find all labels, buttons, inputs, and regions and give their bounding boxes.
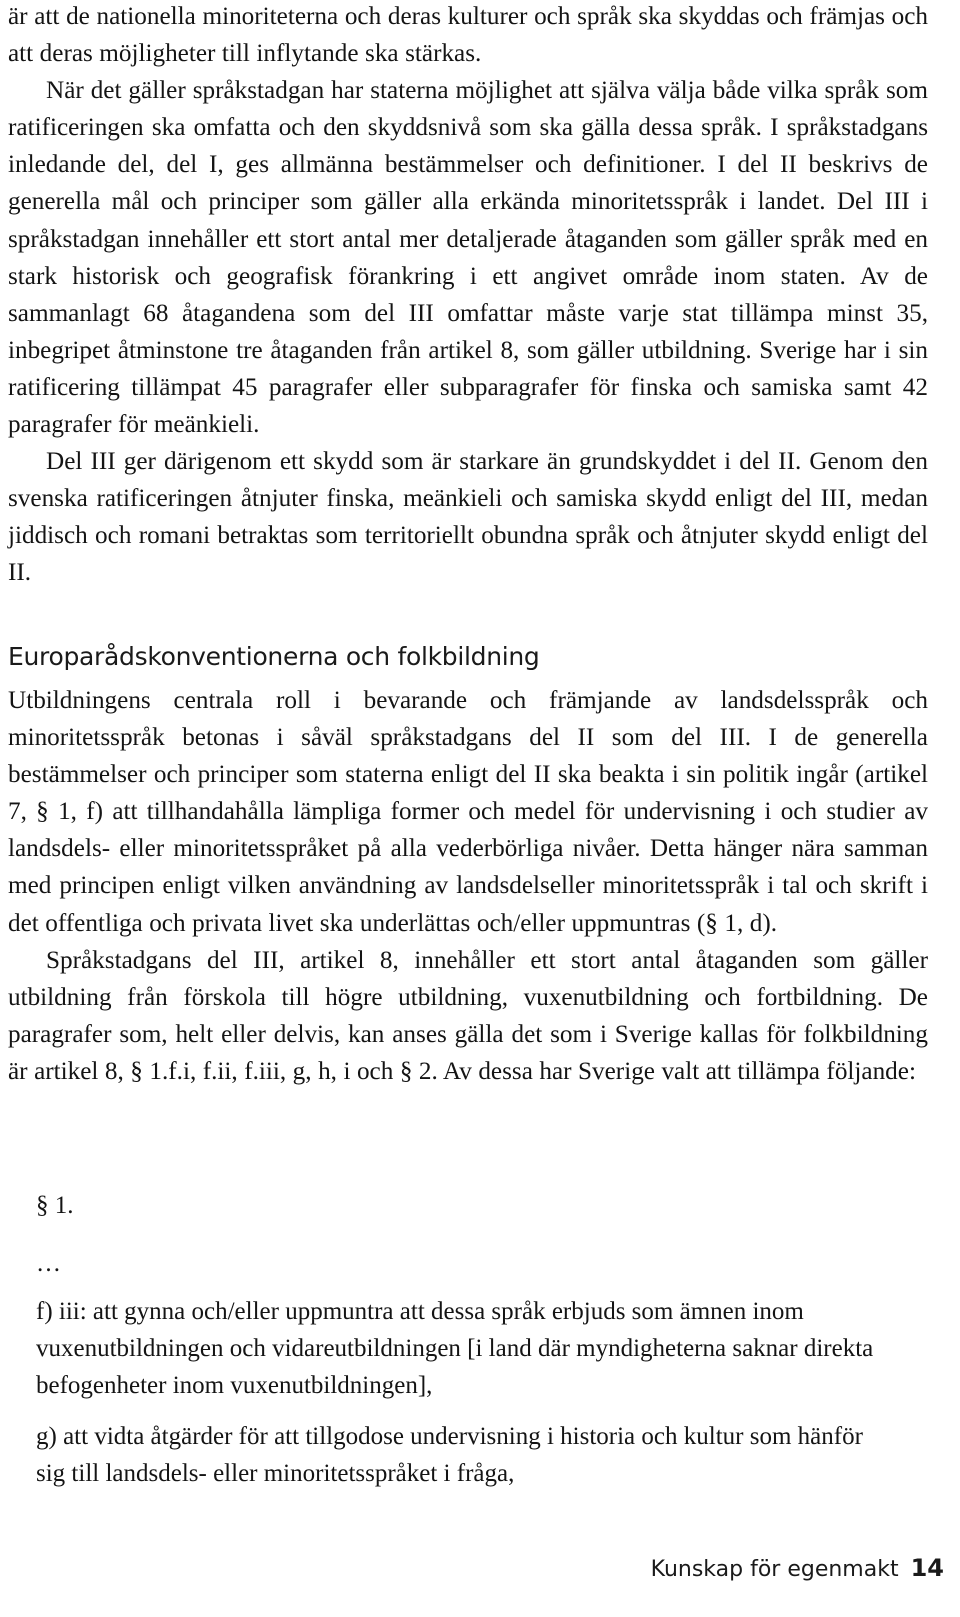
- paragraph-3: Del III ger därigenom ett skydd som är starkare än grundskyddet i del II. Genom den svenska ratificeringen åtnjuter finska, meänkieli och samiska skydd enligt del III, medan jiddisch och romani betraktas som territoriellt obundna språk och åtnjuter skydd enligt del II.: [8, 448, 928, 587]
- paragraph-1: är att de nationella minoriteterna och deras kulturer och språk ska skyddas och främjas och att deras möjligheter till inflytande ska stärkas.: [8, 3, 928, 68]
- quote-item-f: f) iii: att gynna och/eller uppmuntra att dessa språk erbjuds som ämnen inom vuxenutbildningen och vidareutbildningen [i land där myndigheterna saknar direkta befogenheter inom vuxenutbildningen],: [36, 1298, 874, 1399]
- section-heading: Europarådskonventionerna och folkbildning: [8, 642, 540, 671]
- section-paragraph-1: Utbildningens centrala roll i bevarande och främjande av landsdelsspråk och minoritetsspråk betonas i såväl språkstadgans del II som del III. I de generella bestämmelser och principer som staterna enligt del II ska beakta i sin politik ingår (artikel 7, § 1, f) att tillhandahålla lämpliga former och medel för undervisning i och studier av landsdels- eller minoritetsspråket på alla vederbörliga nivåer. Detta hänger nära samman med principen enligt vilken användning av landsdelseller minoritetsspråk i tal och skrift i det offentliga och privata livet ska underlättas och/eller uppmuntras (§ 1, d).: [8, 687, 928, 937]
- quote-section-mark: § 1.: [36, 1192, 74, 1219]
- quote-item-g: g) att vidta åtgärder för att tillgodose undervisning i historia och kultur som hänför sig till landsdels- eller minoritetsspråket i fråga,: [36, 1423, 863, 1487]
- section-paragraph-2: Språkstadgans del III, artikel 8, innehåller ett stort antal åtaganden som gäller utbildning från förskola till högre utbildning, vuxenutbildning och fortbildning. De paragrafer som, helt eller delvis, kan anses gälla det som i Sverige kallas för folkbildning är artikel 8, § 1.f.i, f.ii, f.iii, g, h, i och § 2. Av dessa har Sverige valt att tillämpa följande:: [8, 946, 928, 1085]
- intro-section: [8, 0, 928, 592]
- page-number: 14: [910, 1554, 944, 1582]
- footer-title: Kunskap för egenmakt: [650, 1557, 899, 1582]
- folkbildning-section: [8, 682, 928, 1090]
- page-footer: [651, 1554, 944, 1582]
- paragraph-2: När det gäller språkstadgan har staterna möjlighet att själva välja både vilka språk som ratificeringen ska omfatta och den skyddsnivå som ska gälla dessa språk. I språkstadgans inledande del, del I, ges allmänna bestämmelser och definitioner. I del II beskrivs de generella mål och principer som gäller alla erkända minoritetsspråk i landet. Del III i språkstadgan innehåller ett stort antal mer detaljerade åtaganden som gäller språk med en stark historisk och geografisk förankring i ett angivet område inom staten. Av de sammanlagt 68 åtagandena som del III omfattar måste varje stat tillämpa minst 35, inbegripet åtminstone tre åtaganden från artikel 8, som gäller utbildning. Sverige har i sin ratificering tillämpat 45 paragrafer eller subparagrafer för finska och samiska samt 42 paragrafer för meänkieli.: [8, 77, 928, 439]
- quote-ellipsis: …: [36, 1250, 61, 1277]
